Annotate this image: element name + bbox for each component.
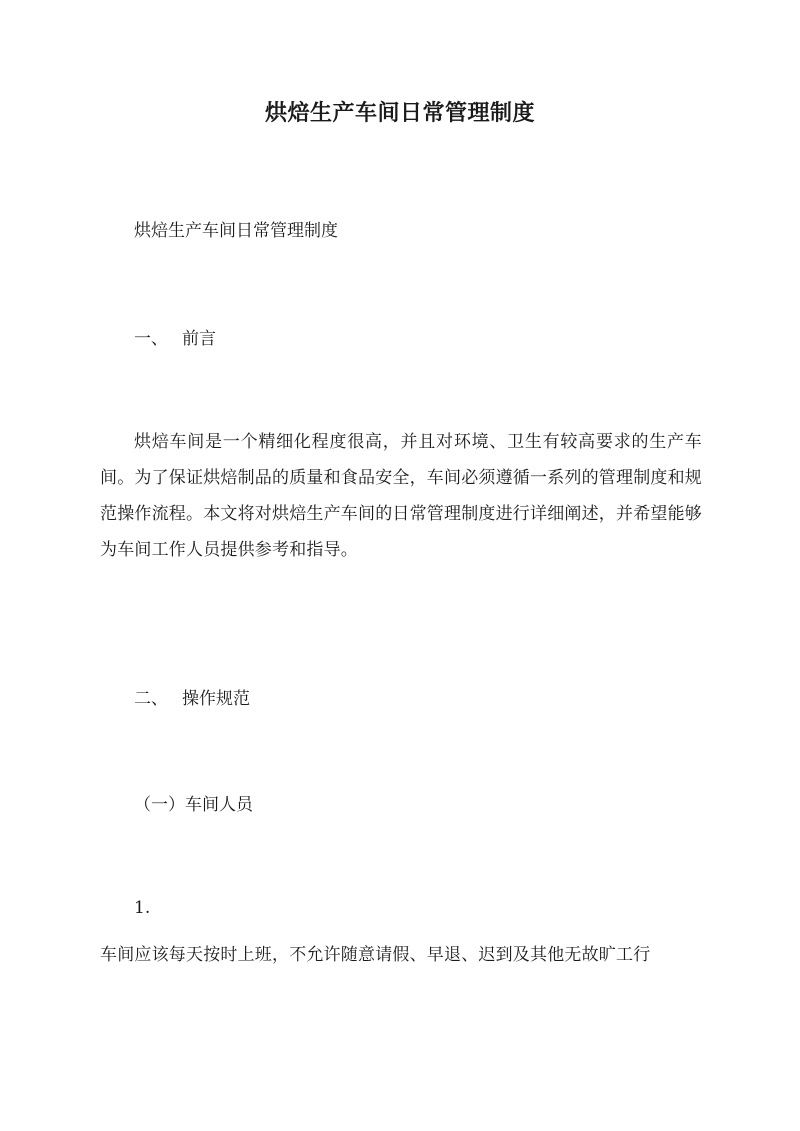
document-subtitle: 烘焙生产车间日常管理制度 <box>134 221 338 241</box>
section-title: 前言 <box>182 329 216 349</box>
section-number: 一、 <box>134 329 168 349</box>
list-item-number: 1. <box>134 898 151 918</box>
list-item-text: 车间应该每天按时上班，不允许随意请假、早退、迟到及其他无故旷工行 <box>100 945 651 965</box>
section-number: 二、 <box>134 689 168 709</box>
section-heading-operations <box>134 684 250 709</box>
preface-paragraph: 烘焙车间是一个精细化程度很高，并且对环境、卫生有较高要求的生产车间。为了保证烘焙制品的质量和食品安全，车间必须遵循一系列的管理制度和规范操作流程。本文将对烘焙生产车间的日常管理制度进行详细阐述，并希望能够为车间工作人员提供参考和指导。 <box>100 432 702 560</box>
subsection-heading-staff: （一）车间人员 <box>134 795 253 815</box>
section-heading-preface <box>134 324 216 349</box>
document-title: 烘焙生产车间日常管理制度 <box>264 100 535 126</box>
section-title: 操作规范 <box>182 689 250 709</box>
